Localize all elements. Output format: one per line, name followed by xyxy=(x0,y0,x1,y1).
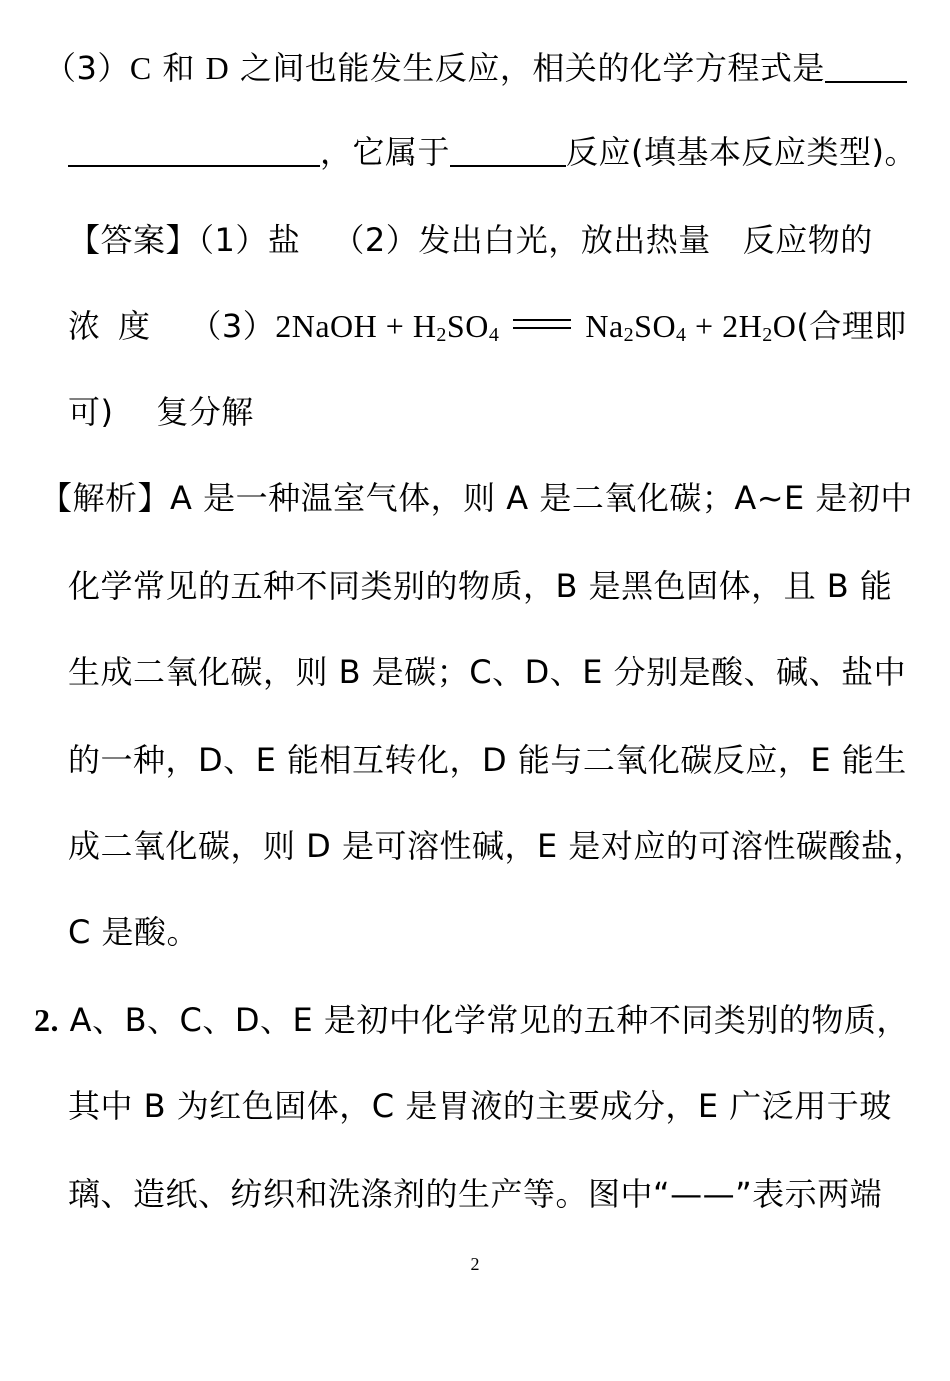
q3-end: 反应(填基本反应类型)。 xyxy=(566,133,917,171)
eq-sub: 4 xyxy=(488,324,500,346)
q2-line-3 xyxy=(68,1174,882,1214)
answer-reaction-type: 复分解 xyxy=(156,393,254,431)
eq-left-1: 2NaOH + H xyxy=(275,308,437,344)
q3-mid: ，它属于 xyxy=(320,133,451,171)
eq-sub: 2 xyxy=(436,324,447,346)
answer-part-3-label: （3） xyxy=(189,307,276,345)
q3-prefix: （3） xyxy=(44,49,130,87)
q2-line-1 xyxy=(34,1000,909,1040)
answer-note: (合理即 xyxy=(796,307,907,345)
eq-sub: 2 xyxy=(623,324,635,346)
eq-left-2: SO xyxy=(446,308,489,344)
analysis-line-1 xyxy=(40,478,913,518)
answer-blank[interactable] xyxy=(825,51,907,83)
answer-concentration: 浓度 xyxy=(68,307,169,345)
q2-text: 其中 B 为红色固体，C 是胃液的主要成分，E 广泛用于玻 xyxy=(68,1087,892,1125)
q3-line-1 xyxy=(44,48,907,88)
answer-line-2 xyxy=(68,306,907,346)
q2-line-2 xyxy=(68,1086,892,1126)
answer-blank[interactable] xyxy=(68,135,320,167)
analysis-text: 生成二氧化碳，则 B 是碳；C、D、E 分别是酸、碱、盐中 xyxy=(68,653,907,691)
analysis-line-5 xyxy=(68,826,926,866)
answer-part-2: （2）发出白光，放出热量 xyxy=(332,221,711,259)
q3-line-2 xyxy=(68,132,917,172)
chemical-equation xyxy=(275,308,796,344)
q3-text: 之间也能发生反应，相关的化学方程式是 xyxy=(239,49,825,87)
eq-sub: 2 xyxy=(762,324,773,346)
q3-and: 和 xyxy=(162,49,195,87)
analysis-text: A 是一种温室气体，则 A 是二氧化碳；A~E 是初中 xyxy=(170,479,913,517)
equals-sign xyxy=(513,319,571,329)
eq-right-2: SO xyxy=(634,308,677,344)
answer-line-3 xyxy=(68,392,254,432)
q3-d: D xyxy=(205,50,230,86)
analysis-label: 【解析】 xyxy=(40,479,171,517)
question-number: 2. xyxy=(34,1002,59,1038)
analysis-text: C 是酸。 xyxy=(68,913,200,951)
eq-right-3: + 2H xyxy=(686,308,763,344)
answer-part-1: （1）盐 xyxy=(198,221,301,259)
eq-right-4: O xyxy=(772,308,797,344)
analysis-text: 化学常见的五种不同类别的物质，B 是黑色固体，且 B 能 xyxy=(68,567,893,605)
answer-note-end: 可) xyxy=(68,393,114,431)
analysis-line-4 xyxy=(68,740,907,780)
eq-right-1: Na xyxy=(585,308,624,344)
page-number: 2 xyxy=(470,1254,480,1274)
analysis-line-2 xyxy=(68,566,892,606)
answer-label: 【答案】 xyxy=(68,221,199,259)
analysis-text: 成二氧化碳，则 D 是可溶性碱，E 是对应的可溶性碳酸盐， xyxy=(68,827,926,865)
analysis-line-3 xyxy=(68,652,906,692)
answer-line-1 xyxy=(68,220,873,260)
q3-c: C xyxy=(129,50,152,86)
answer-part-3: 反应物的 xyxy=(742,221,873,259)
q2-text: 璃、造纸、纺织和洗涤剂的生产等。图中“——”表示两端 xyxy=(68,1175,883,1213)
answer-blank[interactable] xyxy=(450,135,566,167)
analysis-text: 的一种，D、E 能相互转化，D 能与二氧化碳反应，E 能生 xyxy=(68,741,907,779)
q2-text: A、B、C、D、E 是初中化学常见的五种不同类别的物质， xyxy=(69,1001,909,1039)
eq-sub: 4 xyxy=(676,324,687,346)
analysis-line-6 xyxy=(68,912,199,952)
